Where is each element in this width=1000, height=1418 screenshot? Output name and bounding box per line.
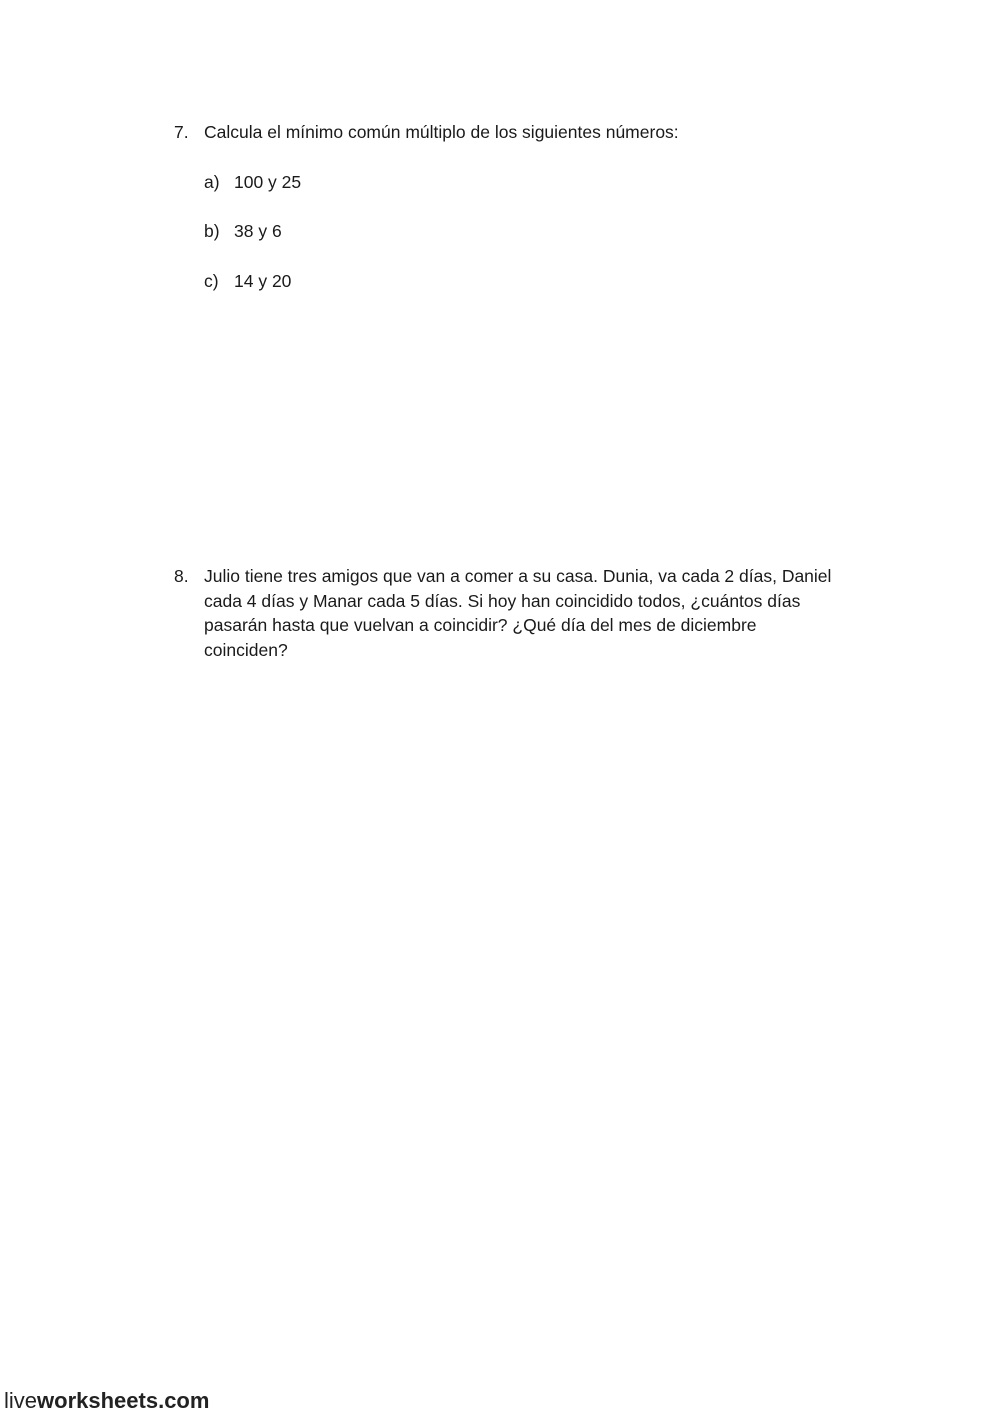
item-c-letter: c) — [204, 271, 219, 291]
liveworksheets-logo — [4, 1388, 209, 1414]
question-7-text: Calcula el mínimo común múltiplo de los siguientes números: — [204, 122, 679, 142]
item-a-letter: a) — [204, 172, 220, 192]
item-b-letter: b) — [204, 221, 220, 241]
brand-worksheets: worksheets — [37, 1388, 159, 1413]
question-8-line: Julio tiene tres amigos que van a comer a su casa. Dunia, va cada 2 días, Daniel — [204, 566, 832, 586]
question-8-line: cada 4 días y Manar cada 5 días. Si hoy han coincidido todos, ¿cuántos días — [204, 590, 801, 611]
item-c-text: 14 y 20 — [234, 271, 292, 291]
brand-suffix: .com — [158, 1388, 210, 1413]
question-8-line: coinciden? — [204, 639, 288, 660]
item-a-text: 100 y 25 — [234, 172, 302, 192]
question-8-line: pasarán hasta que vuelvan a coincidir? ¿Qué día del mes de diciembre — [204, 615, 757, 635]
brand-live: live — [4, 1388, 38, 1413]
question-8-text — [204, 564, 831, 662]
question-8-number: 8. — [174, 566, 189, 586]
item-b-text: 38 y 6 — [234, 221, 282, 241]
question-7-number: 7. — [174, 122, 189, 142]
